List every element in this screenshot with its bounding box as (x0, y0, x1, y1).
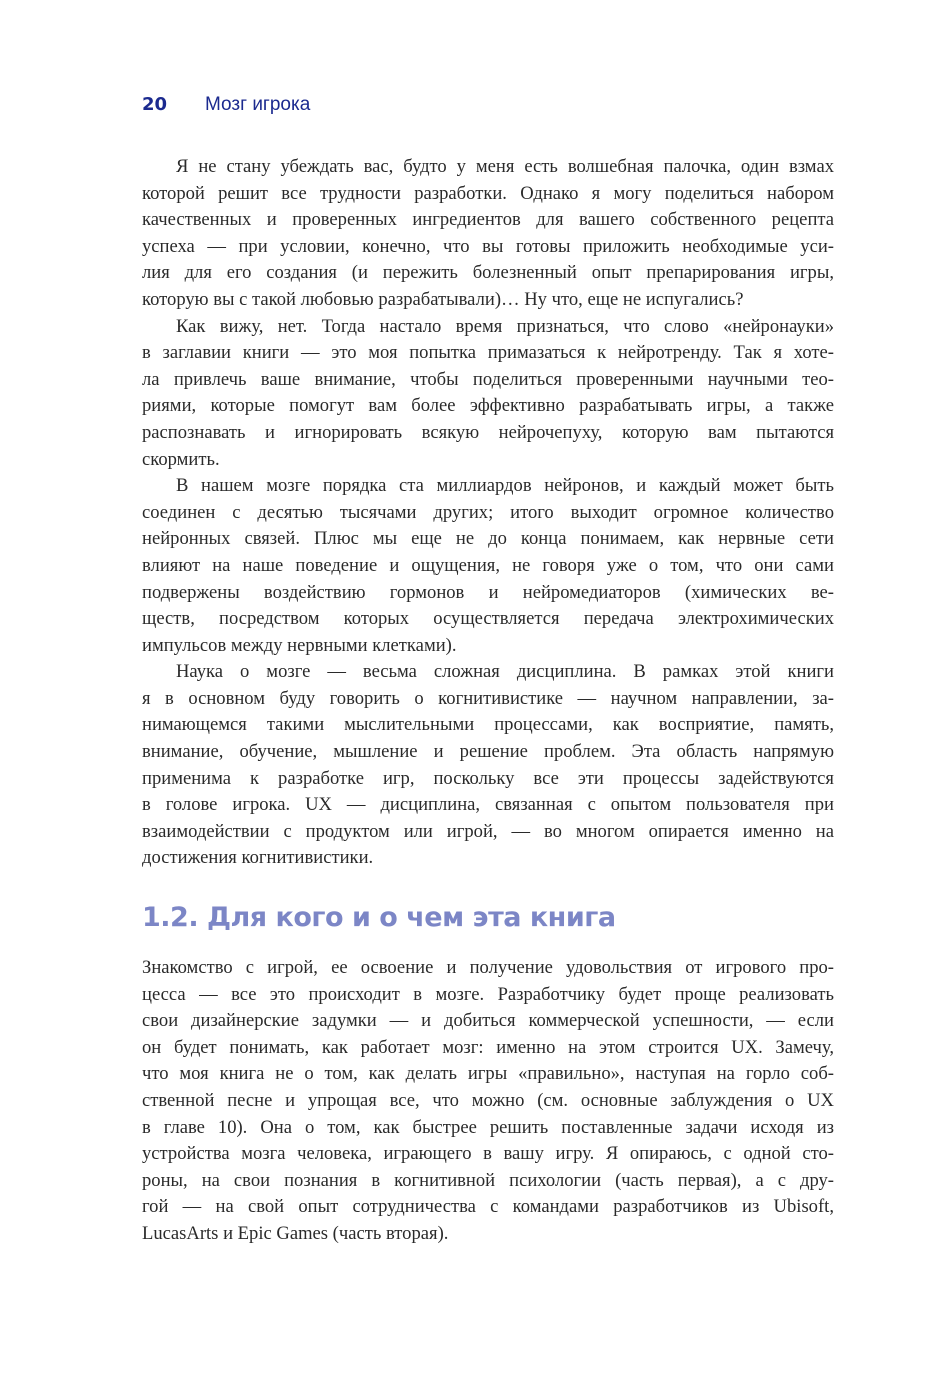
text-line: ла привлечь ваше внимание, чтобы поделиться проверенными научными тео- (142, 368, 834, 390)
text-line: качественных и проверенных ингредиентов для вашего собственного рецепта (142, 209, 834, 231)
text-line: он будет понимать, как работает мозг: именно на этом строится UX. Замечу, (142, 1036, 834, 1058)
text-line: риями, которые помогут вам более эффективно разрабатывать игры, а также (142, 395, 834, 417)
text-line: Знакомство с игрой, ее освоение и получение удовольствия от игрового про- (142, 957, 834, 978)
paragraph (142, 154, 834, 314)
text-line: скормить. (142, 448, 220, 470)
text-line: свои дизайнерские задумки — и добиться коммерческой успешности, — если (142, 1010, 834, 1032)
text-line: нейронных связей. Плюс мы еще не до конца понимаем, как нервные сети (142, 528, 834, 550)
text-line: которой решит все трудности разработки. Однако я могу поделиться набором (142, 182, 834, 204)
text-line: LucasArts и Epic Games (часть вторая). (142, 1222, 449, 1244)
text-line: внимание, обучение, мышление и решение проблем. Эта область напрямую (142, 741, 834, 763)
paragraph (142, 955, 834, 1248)
book-title: Мозг игрока (205, 94, 311, 115)
text-line: взаимодействии с продуктом или игрой, — во многом опирается именно на (142, 820, 834, 842)
paragraph (142, 473, 834, 659)
text-line: распознавать и игнорировать всякую нейрочепуху, которую вам пытаются (142, 421, 834, 443)
text-line: успеха — при условии, конечно, что вы готовы приложить необходимые уси- (142, 235, 834, 257)
text-line: гой — на свой опыт сотрудничества с командами разработчиков из Ubisoft, (142, 1196, 834, 1218)
paragraph (142, 659, 834, 872)
section-1-body (142, 154, 834, 872)
text-line: нимающемся такими мыслительными процессами, как восприятие, память, (142, 714, 834, 736)
text-line: Я не стану убеждать вас, будто у меня есть волшебная палочка, один взмах (176, 156, 834, 177)
text-line: в главе 10). Она о том, как быстрее решить поставленные задачи исходя из (142, 1116, 834, 1138)
text-line: подвержены воздействию гормонов и нейромедиаторов (химических ве- (142, 581, 834, 603)
text-line: импульсов между нервными клетками). (142, 634, 457, 656)
text-line: цесса — все это происходит в мозге. Разработчику будет проще реализовать (142, 983, 834, 1005)
text-line: устройства мозга человека, играющего в вашу игру. Я опираюсь, с одной сто- (142, 1143, 834, 1165)
text-line: Наука о мозге — весьма сложная дисциплина. В рамках этой книги (176, 661, 834, 683)
text-line: лия для его создания (и пережить болезненный опыт препарирования игры, (142, 262, 834, 284)
text-line: Как вижу, нет. Тогда настало время признаться, что слово «нейронауки» (176, 315, 834, 337)
text-line: влияют на наше поведение и ощущения, не говоря уже о том, что они сами (142, 554, 834, 576)
section-2-body (142, 955, 834, 1248)
text-line: соединен с десятью тысячами других; итого выходит огромное количество (142, 501, 834, 523)
text-line: ственной песне и упрощая все, что можно (см. основные заблуждения о UX (142, 1089, 834, 1111)
paragraph (142, 314, 834, 474)
text-line: которую вы с такой любовью разрабатывали)… Ну что, еще не испугались? (142, 288, 744, 310)
page-number: 20 (142, 94, 168, 115)
text-line: применима к разработке игр, поскольку все эти процессы задействуются (142, 767, 834, 789)
text-line: в заглавии книги — это моя попытка примазаться к нейротренду. Так я хоте- (142, 342, 834, 364)
text-line: достижения когнитивистики. (142, 847, 374, 869)
text-line: в голове игрока. UX — дисциплина, связанная с опытом пользователя при (142, 794, 834, 816)
section-heading: 1.2. Для кого и о чем эта книга (142, 902, 616, 933)
text-line: ществ, посредством которых осуществляется передача электрохимических (142, 608, 834, 630)
text-line: В нашем мозге порядка ста миллиардов нейронов, и каждый может быть (176, 475, 834, 497)
text-line: я в основном буду говорить о когнитивистике — научном направлении, за- (142, 687, 834, 709)
text-line: что моя книга не о том, как делать игры «правильно», наступая на горло соб- (142, 1063, 834, 1085)
text-line: роны, на свои познания в когнитивной психологии (часть первая), а с дру- (142, 1169, 834, 1191)
